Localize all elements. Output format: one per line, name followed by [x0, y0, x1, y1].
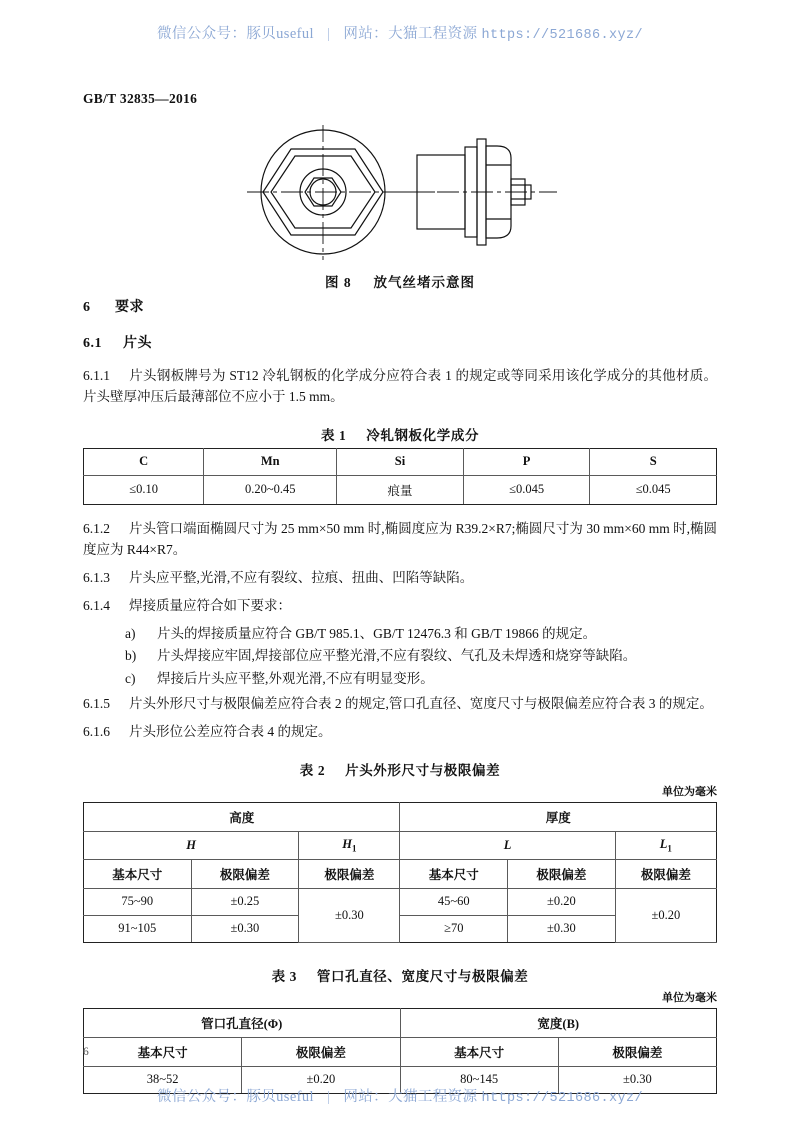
table-2-symbol-L: L	[400, 832, 615, 860]
clause-6-1-1	[83, 366, 717, 408]
table-3-group-header-row	[84, 1008, 717, 1037]
table-2-cell: ±0.20	[508, 888, 616, 915]
table-2-cell: ±0.30	[191, 915, 299, 942]
table-2-symbol-H1: $H_1$	[299, 832, 400, 860]
figure-block	[83, 125, 717, 291]
clause-6-1-6-number: 6.1.6	[83, 724, 110, 740]
clause-6-1-3-text: 片头应平整,光滑,不应有裂纹、拉痕、扭曲、凹陷等缺陷。	[129, 569, 474, 585]
clause-6-1-3-number: 6.1.3	[83, 569, 110, 585]
table-3-title-text: 管口孔直径、宽度尺寸与极限偏差	[316, 968, 529, 984]
table-3-sub-header: 极限偏差	[558, 1037, 716, 1066]
clause-6-1-4	[83, 596, 717, 617]
figure-caption	[83, 271, 717, 291]
table-3-unit-note: 单位为毫米	[662, 991, 717, 1004]
standard-number: GB/T 32835—2016	[83, 91, 198, 106]
table-2-sub-header: 极限偏差	[615, 859, 716, 888]
table-2-symbol-L1: $L_1$	[615, 832, 716, 860]
table-1-header-row	[84, 448, 717, 475]
table-3-group-header: 宽度(B)	[400, 1008, 717, 1037]
clause-6-1-5-number: 6.1.5	[83, 696, 110, 712]
table-3-sub-header-row	[84, 1037, 717, 1066]
table-1-cell: ≤0.045	[463, 475, 590, 504]
table-1-cell: 0.20~0.45	[204, 475, 337, 504]
watermark-top	[0, 22, 800, 43]
figure-caption-number: 图 8	[325, 275, 352, 290]
table-1-title-text: 冷轧钢板化学成分	[366, 427, 480, 443]
table-1-header-cell: Si	[337, 448, 464, 475]
table-1	[83, 448, 717, 505]
table-2-title-number: 表 2	[299, 763, 326, 779]
table-2-cell: ≥70	[400, 915, 508, 942]
clause-6-1-5	[83, 694, 717, 715]
table-1-header-cell: P	[463, 448, 590, 475]
list-item-text: 片头焊接应牢固,焊接部位应平整光滑,不应有裂纹、气孔及未焊透和烧穿等缺陷。	[157, 648, 637, 664]
table-3-cell: 80~145	[400, 1066, 558, 1093]
table-2-unit-note: 单位为毫米	[662, 786, 717, 799]
table-1-header-cell: S	[590, 448, 717, 475]
table-2-cell: 91~105	[84, 915, 192, 942]
section-heading-6-1	[83, 332, 717, 352]
clause-6-1-6	[83, 722, 717, 743]
section-6-1-title: 片头	[123, 336, 152, 351]
document-content	[83, 296, 717, 1094]
watermark-separator: |	[327, 1089, 331, 1105]
table-2-cell: 45~60	[400, 888, 508, 915]
clause-6-1-2-number: 6.1.2	[83, 520, 110, 536]
table-3-wrapper	[83, 1008, 717, 1094]
watermark-separator: |	[327, 26, 331, 42]
table-3-cell: ±0.30	[558, 1066, 716, 1093]
table-2-row	[84, 888, 717, 915]
table-2-cell-l1-dev: ±0.20	[615, 888, 716, 942]
table-2-title	[83, 759, 717, 779]
table-2-sub-header: 基本尺寸	[400, 859, 508, 888]
table-2	[83, 802, 717, 943]
list-item-marker: c)	[125, 671, 136, 687]
table-2-sub-header: 极限偏差	[191, 859, 299, 888]
clause-6-1-1-text: 片头钢板牌号为 ST12 冷轧钢板的化学成分应符合表 1 的规定或等同采用该化学成分的其他材质。片头壁厚冲压后最薄部位不应小于 1.5 mm。	[83, 368, 717, 404]
watermark-url: https://521686.xyz/	[481, 28, 644, 43]
clause-6-1-2-text: 片头管口端面椭圆尺寸为 25 mm×50 mm 时,椭圆度应为 R39.2×R7;椭圆尺寸为 30 mm×60 mm 时,椭圆度应为 R44×R7。	[83, 520, 717, 557]
table-2-cell-h1-dev: ±0.30	[299, 888, 400, 942]
watermark-wechat-label: 微信公众号：豚贝useful	[156, 1089, 314, 1105]
section-6-title: 要求	[115, 300, 144, 315]
list-item-marker: b)	[125, 648, 137, 664]
table-2-group-header: 厚度	[400, 803, 717, 832]
table-2-symbol-header-row	[84, 832, 717, 860]
list-item-marker: a)	[125, 625, 136, 641]
section-heading-6	[83, 296, 717, 316]
table-2-symbol-H: H	[84, 832, 299, 860]
list-item-text: 片头的焊接质量应符合 GB/T 985.1、GB/T 12476.3 和 GB/T 19866 的规定。	[157, 625, 597, 641]
clause-6-1-2	[83, 519, 717, 561]
clause-6-1-4-number: 6.1.4	[83, 597, 110, 613]
table-3	[83, 1008, 717, 1094]
section-6-number: 6	[83, 300, 91, 315]
table-3-title-number: 表 3	[271, 968, 298, 984]
list-item	[83, 624, 717, 645]
table-1-header-cell: C	[84, 448, 204, 475]
table-1-cell: ≤0.045	[590, 475, 717, 504]
clause-6-1-6-text: 片头形位公差应符合表 4 的规定。	[129, 724, 332, 740]
table-2-wrapper	[83, 802, 717, 943]
table-2-sub-header: 极限偏差	[508, 859, 616, 888]
watermark-site-label: 网站：大猫工程资源	[343, 1089, 478, 1105]
figure-caption-text: 放气丝堵示意图	[373, 275, 475, 290]
table-1-cell: 痕量	[337, 475, 464, 504]
table-1-wrapper	[83, 448, 717, 505]
table-2-cell: 75~90	[84, 888, 192, 915]
table-2-sub-header: 极限偏差	[299, 859, 400, 888]
list-item	[83, 646, 717, 667]
clause-6-1-4-text: 焊接质量应符合如下要求：	[129, 597, 291, 613]
table-3-group-header: 管口孔直径(Φ)	[84, 1008, 401, 1037]
table-1-header-cell: Mn	[204, 448, 337, 475]
table-2-cell: ±0.25	[191, 888, 299, 915]
watermark-url: https://521686.xyz/	[481, 1091, 644, 1106]
table-3-cell: 38~52	[84, 1066, 242, 1093]
table-1-title-number: 表 1	[320, 427, 347, 443]
table-3-title	[83, 965, 717, 985]
table-2-sub-header: 基本尺寸	[84, 859, 192, 888]
clause-6-1-3	[83, 568, 717, 589]
vent-plug-drawing	[235, 125, 565, 260]
page-number: 6	[83, 1046, 89, 1058]
table-3-sub-header: 极限偏差	[242, 1037, 400, 1066]
table-1-title	[83, 424, 717, 444]
table-1-cell: ≤0.10	[84, 475, 204, 504]
watermark-site-label: 网站：大猫工程资源	[343, 26, 478, 42]
table-2-group-header-row	[84, 803, 717, 832]
table-2-group-header: 高度	[84, 803, 400, 832]
table-3-cell: ±0.20	[242, 1066, 400, 1093]
table-2-title-text: 片头外形尺寸与极限偏差	[345, 763, 501, 779]
table-1-row	[84, 475, 717, 504]
watermark-bottom	[0, 1085, 800, 1106]
table-2-cell: ±0.30	[508, 915, 616, 942]
clause-6-1-5-text: 片头外形尺寸与极限偏差应符合表 2 的规定,管口孔直径、宽度尺寸与极限偏差应符合表 3 的规定。	[129, 696, 713, 712]
section-6-1-number: 6.1	[83, 336, 102, 351]
list-item-text: 焊接后片头应平整,外观光滑,不应有明显变形。	[157, 671, 434, 687]
table-3-sub-header: 基本尺寸	[84, 1037, 242, 1066]
list-item	[83, 669, 717, 690]
table-2-sub-header-row	[84, 859, 717, 888]
clause-6-1-1-number: 6.1.1	[83, 368, 110, 383]
table-3-sub-header: 基本尺寸	[400, 1037, 558, 1066]
watermark-wechat-label: 微信公众号：豚贝useful	[156, 26, 314, 42]
